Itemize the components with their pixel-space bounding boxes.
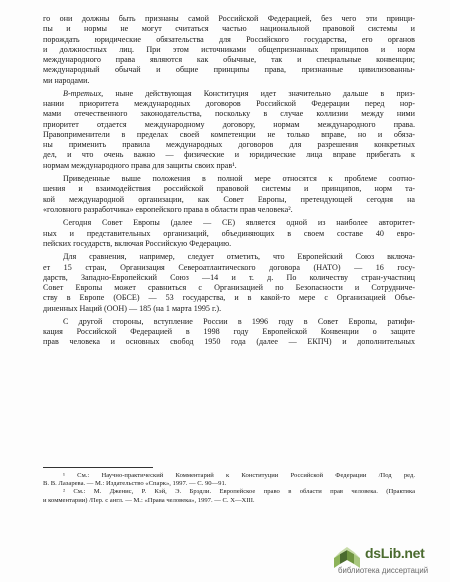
line-text: ству в Европе (ОБСЕ) — 53 государства, и в какой-то мере с Организацией Объе-	[43, 293, 415, 303]
line-text: дарств, Западно-Европейский Союз —14 и т. д. По количеству стран-участниц	[43, 272, 415, 282]
text-line	[43, 45, 415, 55]
text-line	[43, 205, 415, 215]
line-text: ны применить правила международных договоров для разрешения конкретных	[43, 140, 415, 150]
text-line	[43, 337, 415, 347]
text-line	[43, 35, 415, 45]
line-text: Правоприменители в пределах своей компетенции не только вправе, но и обяза-	[43, 129, 415, 139]
line-text: Совет Европы может сравниться с Организацией по Безопасности и Сотрудниче-	[43, 283, 415, 292]
line-text: шения и взаимодействия российской правовой системы и принципов, норм та-	[43, 184, 415, 194]
line-text: ныне действующая Конституция идет значительно дальше в приз-	[103, 88, 415, 98]
text-line	[43, 184, 415, 194]
text-line	[43, 317, 415, 327]
line-text: диненных Наций (ООН) — 185 (на 1 марта 1995 г.).	[43, 303, 222, 313]
line-text: приоритет отдается международному договору, нормам международного права.	[43, 119, 415, 129]
footnote-line: и комментарии) /Пер. с англ. — М.: «Права человека», 1997. — С. Х—ХIII.	[43, 496, 255, 504]
text-line	[43, 89, 415, 99]
text-line	[43, 273, 415, 283]
text-line	[43, 150, 415, 160]
line-text: «головного разработчика» европейского права в области прав человека².	[43, 204, 293, 214]
text-line	[43, 24, 415, 34]
text-line	[43, 174, 415, 184]
line-text: пейских государств, включая Российскую Федерацию.	[43, 238, 232, 248]
footnotes	[43, 472, 415, 505]
line-text: мами отечественного законодательства, поскольку в случае коллизии между ними	[43, 109, 415, 119]
text-line	[43, 65, 415, 75]
text-line	[43, 195, 415, 205]
line-text: Приведенные выше положения в полной мере относятся к проблеме соотно-	[63, 174, 415, 184]
line-text: дел, и что очень важно — физические и юридические лица вправе прибегать к	[43, 150, 415, 160]
line-text: нормам международного права для защиты своих прав¹.	[43, 160, 237, 170]
dslib-watermark[interactable]	[330, 542, 442, 578]
text-line	[43, 14, 415, 24]
line-text: ных и представительных организаций, объединяющих в своем составе 40 евро-	[43, 228, 415, 238]
text-line	[43, 239, 415, 249]
line-text: и должностных лиц. При этом источниками общепризнанных принципов и норм	[43, 44, 415, 54]
line-text: прав человека и основных свобод 1950 года (далее — ЕКПЧ) и дополнительных	[43, 337, 415, 347]
text-line	[43, 130, 415, 140]
text-line	[43, 283, 415, 293]
line-text: С другой стороны, вступление России в 1996 году в Совет Европы, ратифи-	[63, 316, 415, 326]
text-line	[43, 229, 415, 239]
watermark-subtitle: библиотека диссертаций	[338, 566, 429, 575]
text-line	[43, 263, 415, 273]
line-text: Для сравнения, например, следует отметить, что Европейский Союз включа-	[63, 252, 415, 262]
text-line	[43, 140, 415, 150]
text-line	[43, 293, 415, 303]
footnote-line: ¹ См.: Научно-практический Комментарий к Конституции Российской Федерации /Под ред.	[63, 472, 415, 479]
body-text	[43, 14, 415, 348]
footnote-line: ² См.: М. Дженис, Р. Кэй, Э. Брэдли. Европейское право в области прав человека. (Практика	[63, 488, 415, 496]
text-line	[43, 76, 415, 86]
line-text: ми народами.	[43, 75, 90, 85]
line-text: кация Российской Федерацией в 1998 году Европейской Конвенции о защите	[43, 327, 415, 337]
text-line	[43, 120, 415, 130]
text-line	[43, 109, 415, 119]
line-text: международного права являются как обычные, так и специальные конвенции;	[43, 55, 415, 64]
line-text: пы и нормы не могут считаться частью национальной правовой системы и	[43, 24, 415, 34]
line-text: Сегодня Совет Европы (далее — СЕ) является одной из наиболее авторитет-	[63, 218, 415, 228]
line-text: порождать юридические обязательства для Российского государства, его органов	[43, 34, 415, 44]
text-line	[43, 252, 415, 262]
text-line	[43, 327, 415, 337]
footnote-separator	[43, 467, 153, 468]
watermark-title: dsLib.net	[365, 545, 425, 561]
footnote-line: В. В. Лазарева. — М.: Издательство «Спарк», 1997. — С. 90—91.	[43, 480, 227, 488]
line-text: международный обычай и общие принципы права, признанные цивилизованны-	[43, 65, 415, 75]
text-line	[43, 304, 415, 314]
text-line	[43, 161, 415, 171]
text-line	[43, 99, 415, 109]
text-line	[43, 55, 415, 65]
line-text: нании приоритета международных договоров Российской Федерации перед нор-	[43, 99, 415, 109]
text-line	[43, 218, 415, 228]
line-text: ет 15 стран, Организация Североатлантического договора (НАТО) — 16 госу-	[43, 262, 415, 272]
line-text: го они должны быть признаны самой Российской Федерацией, без чего эти принци-	[43, 14, 415, 23]
line-text: кой международной организации, как Совет Европы, претендующей сегодня на	[43, 194, 415, 204]
italic-lead: В-третьих,	[63, 88, 104, 98]
